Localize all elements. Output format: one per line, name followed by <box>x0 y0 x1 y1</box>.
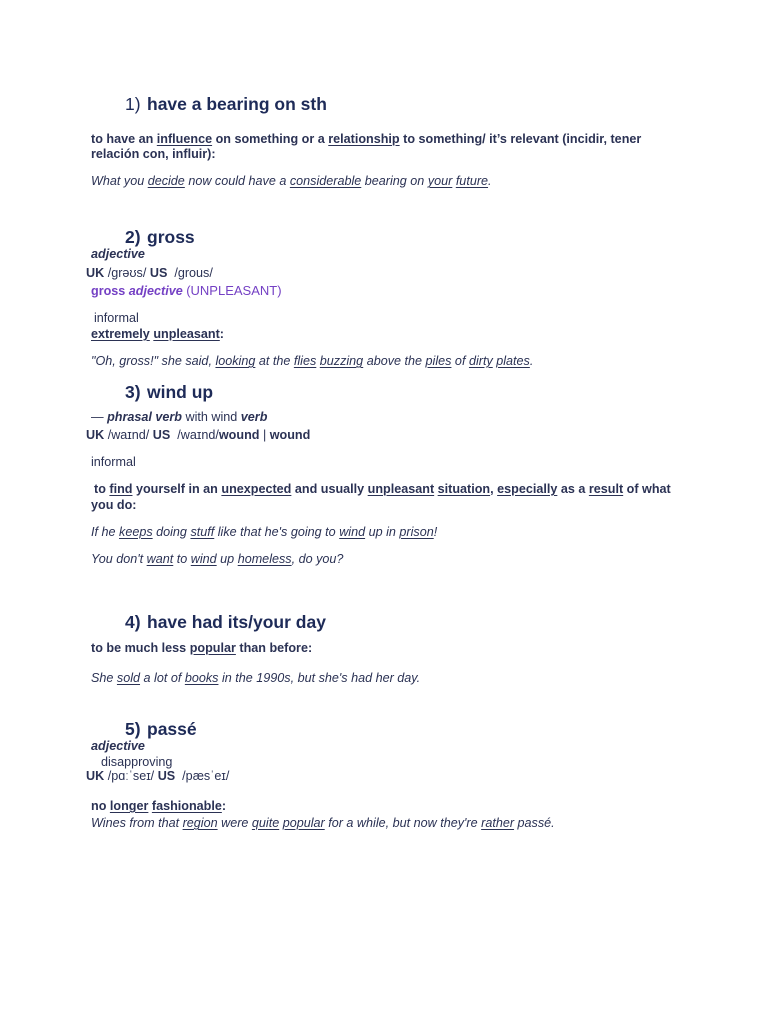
example-sentence <box>91 173 492 189</box>
definition-line <box>91 640 312 656</box>
word-link[interactable]: future <box>455 174 489 188</box>
headword: have a bearing on sth <box>147 94 327 114</box>
definition-line <box>94 481 671 497</box>
text-run: of what <box>623 482 671 496</box>
text-run: US <box>152 428 171 442</box>
text-run: Wines from that <box>91 816 183 830</box>
headword: passé <box>147 719 197 739</box>
text-run: : <box>219 327 224 341</box>
text-run: . <box>488 174 492 188</box>
headword: wind up <box>147 382 214 402</box>
word-link[interactable]: especially <box>497 482 558 496</box>
word-link[interactable]: your <box>427 174 453 188</box>
text-run: phrasal verb <box>107 410 182 424</box>
text-run: UK <box>86 769 105 783</box>
word-link[interactable]: prison <box>399 525 434 539</box>
text-run: , do you? <box>291 552 344 566</box>
text-run: wound <box>269 428 311 442</box>
grammar-line <box>91 409 267 425</box>
word-link[interactable]: sold <box>116 671 141 685</box>
text-run: — <box>91 410 108 424</box>
word-link[interactable]: wind <box>339 525 366 539</box>
text-run: /grous/ <box>167 266 213 280</box>
text-run: You don't <box>91 552 147 566</box>
text-run: /pæsˈeɪ/ <box>175 769 230 783</box>
usage-label: informal <box>91 455 136 469</box>
sense-word: gross <box>91 284 126 298</box>
word-link[interactable]: decide <box>147 174 185 188</box>
word-link[interactable]: popular <box>282 816 325 830</box>
word-link[interactable]: relationship <box>328 132 400 146</box>
text-run: . <box>529 354 534 368</box>
text-run: than before: <box>235 641 313 655</box>
text-run: /waɪnd/ <box>170 428 219 442</box>
entry-number: 1) <box>125 94 141 114</box>
usage-label: disapproving <box>101 755 173 769</box>
text-run: passé. <box>514 816 555 830</box>
text-run: above the <box>363 354 426 368</box>
entry-heading <box>0 381 420 403</box>
text-run: to be much less <box>91 641 190 655</box>
text-run: bearing on <box>361 174 428 188</box>
word-link[interactable]: want <box>146 552 174 566</box>
text-run: and usually <box>291 482 368 496</box>
text-run: a lot of <box>140 671 185 685</box>
text-run: What you <box>91 174 148 188</box>
text-run: in the 1990s, but she's had her day. <box>218 671 421 685</box>
word-link[interactable]: region <box>182 816 218 830</box>
sense-part-of-speech: adjective <box>128 284 183 298</box>
definition-line <box>91 326 224 342</box>
part-of-speech-label: adjective <box>91 247 145 261</box>
text-run: UK <box>86 428 105 442</box>
headword: have had its/your day <box>147 612 326 632</box>
definition-line <box>91 131 641 147</box>
word-link[interactable]: unpleasant <box>367 482 435 496</box>
text-run: : <box>221 799 227 813</box>
text-run: US <box>157 769 176 783</box>
text-run: at the <box>255 354 294 368</box>
entry-heading <box>0 611 420 633</box>
text-run: doing <box>152 525 191 539</box>
text-run: like that he's going to <box>214 525 340 539</box>
word-link[interactable]: rather <box>481 816 515 830</box>
example-sentence <box>91 815 555 831</box>
word-link[interactable]: unexpected <box>221 482 292 496</box>
word-link[interactable]: find <box>109 482 133 496</box>
word-link[interactable]: quite <box>251 816 280 830</box>
text-run: yourself in an <box>132 482 222 496</box>
text-run: verb <box>240 410 268 424</box>
text-run: She <box>91 671 117 685</box>
word-link[interactable]: books <box>184 671 219 685</box>
definition-line <box>91 146 216 162</box>
entry-heading <box>0 226 420 248</box>
word-link[interactable]: unpleasant <box>153 327 220 341</box>
text-run: to <box>94 482 110 496</box>
example-sentence <box>91 524 437 540</box>
entry-number: 2) <box>125 227 141 247</box>
word-link[interactable]: flies <box>293 354 317 368</box>
word-link[interactable]: influence <box>156 132 213 146</box>
word-link[interactable]: result <box>588 482 624 496</box>
word-link[interactable]: extremely <box>91 327 150 341</box>
text-run: no <box>91 799 110 813</box>
text-run: /pɑːˈseɪ/ <box>104 769 158 783</box>
definition-line <box>91 798 226 814</box>
text-run: up <box>216 552 238 566</box>
word-link[interactable]: popular <box>189 641 236 655</box>
definition-line <box>91 497 136 513</box>
text-run: on something or a <box>212 132 329 146</box>
text-run: now could have a <box>184 174 290 188</box>
text-run: wound <box>218 428 260 442</box>
pronunciation-line <box>86 265 213 281</box>
text-run: as a <box>557 482 589 496</box>
example-sentence <box>91 670 420 686</box>
word-link[interactable]: dirty <box>468 354 493 368</box>
usage-label: informal <box>94 311 139 325</box>
headword: gross <box>147 227 195 247</box>
text-run: with wind <box>182 410 241 424</box>
word-link[interactable]: buzzing <box>319 354 364 368</box>
entry-heading <box>0 93 420 115</box>
word-link[interactable]: situation <box>437 482 491 496</box>
word-link[interactable]: looking <box>215 354 256 368</box>
example-sentence <box>91 353 533 369</box>
text-run: for a while, but now they're <box>324 816 482 830</box>
entry-number: 3) <box>125 382 141 402</box>
text-run: UK <box>86 266 105 280</box>
text-run: "Oh, gross!" she said, <box>91 354 216 368</box>
sense-heading <box>91 283 282 299</box>
word-link[interactable]: considerable <box>289 174 362 188</box>
text-run: /grəʊs/ <box>104 266 150 280</box>
text-run: you do: <box>91 498 137 512</box>
guideword: (UNPLEASANT) <box>186 283 282 298</box>
text-run: If he <box>91 525 120 539</box>
text-run: /waɪnd/ <box>104 428 153 442</box>
text-run: ! <box>433 525 438 539</box>
example-sentence <box>91 551 343 567</box>
word-link[interactable]: piles <box>425 354 452 368</box>
entry-heading <box>0 718 420 740</box>
text-run: relación con, influir): <box>91 147 216 161</box>
entry-number: 4) <box>125 612 141 632</box>
word-link[interactable]: longer <box>109 799 149 813</box>
text-run: of <box>451 354 469 368</box>
word-link[interactable]: plates <box>496 354 530 368</box>
word-link[interactable]: stuff <box>190 525 215 539</box>
part-of-speech-label: adjective <box>91 739 145 753</box>
text-run: up in <box>365 525 400 539</box>
entry-number: 5) <box>125 719 141 739</box>
pronunciation-line <box>86 427 310 443</box>
word-link[interactable]: keeps <box>119 525 153 539</box>
word-link[interactable]: wind <box>190 552 217 566</box>
text-run: | <box>259 428 270 442</box>
text-run: to something/ it’s relevant (incidir, tener <box>399 132 642 146</box>
text-run: to <box>173 552 191 566</box>
text-run: to have an <box>91 132 157 146</box>
text-run: US <box>149 266 168 280</box>
word-link[interactable]: homeless <box>237 552 292 566</box>
word-link[interactable]: fashionable <box>151 799 222 813</box>
text-run: were <box>217 816 252 830</box>
pronunciation-line <box>86 768 229 784</box>
text-run: , <box>490 482 498 496</box>
